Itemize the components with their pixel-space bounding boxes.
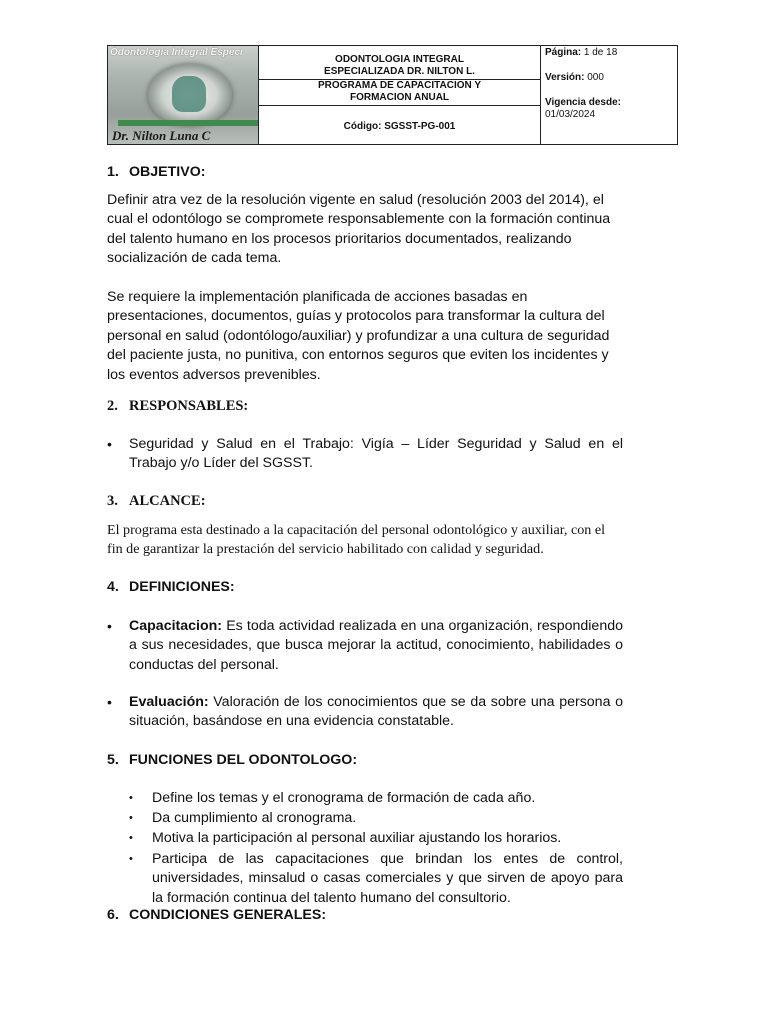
list-item — [107, 435, 623, 474]
bullet-icon: • — [129, 812, 133, 824]
header-title-column — [259, 46, 541, 144]
list-item: • Participa de las capacitaciones que brindan los entes de control, universidades, minsalud o casas comerciales y que sirven de apoyo para la formación continua del talento humano del consultorio. — [129, 851, 623, 906]
bullet-icon: • — [107, 436, 112, 452]
document-code: Código: SGSST-PG-001 — [343, 121, 456, 132]
clinic-name-line2: ESPECIALIZADA DR. NILTON L. — [324, 66, 475, 77]
section-heading-objetivo: 1. OBJETIVO: — [107, 164, 206, 180]
bullet-icon: • — [107, 618, 112, 634]
definition-term: Capacitacion: — [129, 618, 223, 634]
tooth-icon — [172, 76, 206, 112]
objetivo-paragraph-2: Se requiere la implementación planificada de acciones basadas en presentaciones, documentos, guías y protocolos para transformar la cultura del personal en salud (odontólogo/auxiliar) y profundizar a una cultura de seguridad del paciente justa, no punitiva, con entornos seguros que eviten los incidentes y los eventos adversos prevenibles. — [107, 289, 610, 383]
program-name-line1: PROGRAMA DE CAPACITACION Y — [318, 80, 481, 91]
header-meta-column — [541, 46, 677, 144]
bullet-icon: • — [107, 694, 112, 710]
validity-label: Vigencia desde: — [545, 97, 621, 108]
list-item: • Motiva la participación al personal auxiliar ajustando los horarios. — [129, 829, 623, 848]
list-item: • Define los temas y el cronograma de formación de cada año. — [129, 789, 623, 808]
header-clinic-name — [259, 46, 540, 80]
version-label: Versión: — [545, 72, 585, 83]
list-item — [107, 693, 623, 732]
page-value: 1 de 18 — [583, 47, 618, 58]
bullet-icon: • — [129, 832, 133, 844]
document-header-table — [107, 45, 678, 145]
list-item — [107, 617, 623, 675]
header-program-name — [259, 80, 540, 106]
bullet-icon: • — [129, 792, 133, 804]
logo-bottom-text: Dr. Nilton Luna C — [112, 128, 211, 143]
objetivo-paragraph-1: Definir atra vez de la resolución vigente en salud (resolución 2003 del 2014), el cual el odontólogo se compromete responsablemente con la formación continua del talento humano en los procesos prioritarios documentados, realizando socialización de cada tema. — [107, 192, 611, 267]
header-code — [259, 106, 540, 144]
section-heading-funciones: 5. FUNCIONES DEL ODONTOLOGO: — [107, 752, 358, 768]
section-heading-definiciones: 4. DEFINICIONES: — [107, 579, 235, 595]
validity-value: 01/03/2024 — [545, 109, 596, 120]
definition-capacitacion — [129, 617, 623, 675]
alcance-paragraph: El programa esta destinado a la capacitación del personal odontológico y auxiliar, con el fin de garantizar la prestación del servicio habilitado con calidad y seguridad. — [107, 522, 606, 557]
page-number — [545, 47, 617, 59]
section-heading-responsables: 2. RESPONSABLES: — [107, 398, 249, 414]
program-name-line2: FORMACION ANUAL — [349, 92, 450, 103]
clinic-name-line1: ODONTOLOGIA INTEGRAL — [335, 54, 464, 65]
section-heading-condiciones: 6. CONDICIONES GENERALES: — [107, 907, 327, 923]
clinic-logo — [108, 46, 259, 144]
definition-evaluacion — [129, 693, 623, 732]
responsables-text: Seguridad y Salud en el Trabajo: Vigía – Líder Seguridad y Salud en el Trabajo y/o Líder del SGSST. — [129, 436, 623, 472]
bullet-icon: • — [129, 853, 133, 865]
logo-top-text: Odontología Integral Especi — [110, 47, 243, 58]
page-label: Página: — [545, 47, 582, 58]
version-value: 000 — [587, 72, 604, 83]
definition-text: Valoración de los conocimientos que se da sobre una persona o situación, basándose en una evidencia constatable. — [129, 694, 623, 730]
section-heading-alcance: 3. ALCANCE: — [107, 493, 206, 509]
definition-text: Es toda actividad realizada en una organización, respondiendo a sus necesidades, que busca mejorar la actitud, conocimiento, habilidades o conductas del personal. — [129, 618, 623, 673]
definition-term: Evaluación: — [129, 694, 209, 710]
logo-stripe — [118, 120, 259, 126]
list-item: • Da cumplimiento al cronograma. — [129, 809, 623, 828]
version — [545, 72, 604, 84]
